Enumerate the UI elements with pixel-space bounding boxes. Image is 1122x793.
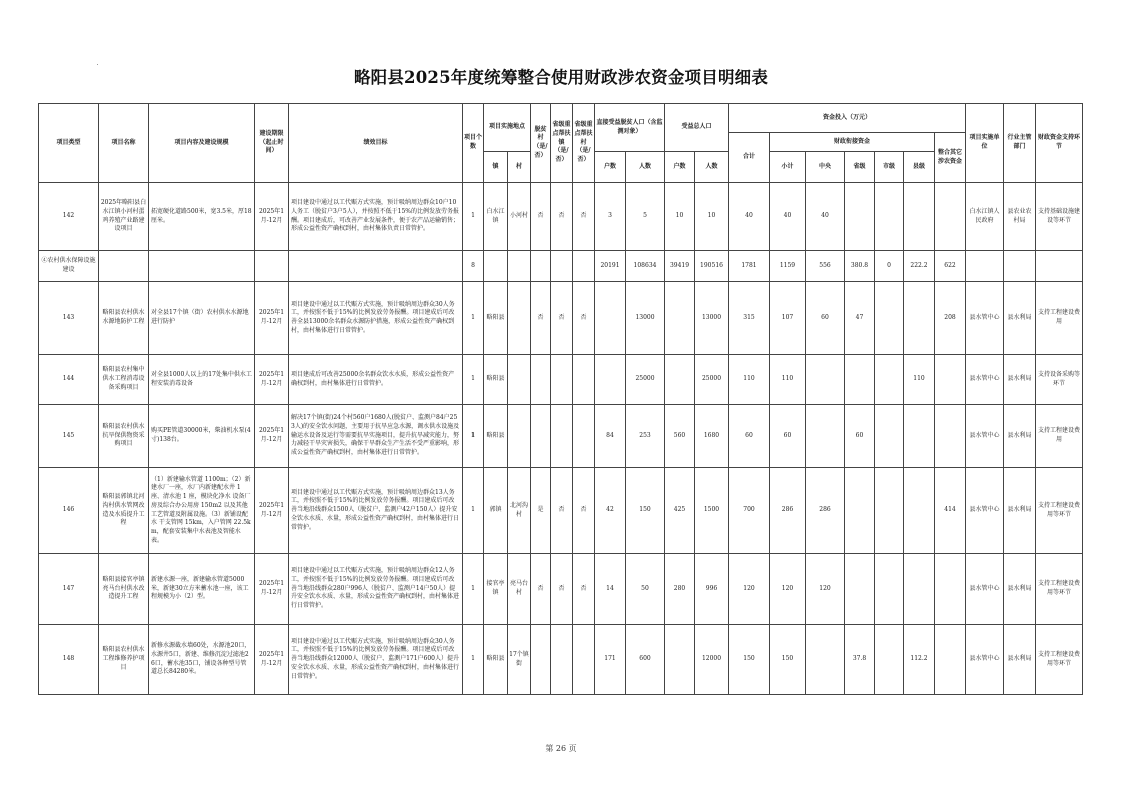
cell-poor-village: 否 (531, 554, 551, 625)
cell-goal: 项目建设中通过以工代赈方式实施，预计吸纳周边群众30人务工，并按照不低于15%的比例发放劳务报酬。项目建成后可改善全县13000余名群众水源防护措施，形成公益性资产确权到村，由村集体进行日常管护。 (289, 282, 463, 355)
table-row (39, 554, 1083, 625)
cell-goal: 项目建设中通过以工代赈方式实施，预计吸纳周边群众30人务工，并按照不低于15%的比例发放劳务报酬。项目建成后可改善当地沿线群众12000人（脱贫户、监测户171户600人）提升安全饮水水质、水量，形成公益性资产确权到村，由村集体进行日常管护。 (289, 625, 463, 695)
cell-provincial: 60 (845, 405, 875, 468)
header-poor-village: 脱贫村（是/否） (531, 104, 551, 183)
header-provincial: 省级 (845, 152, 875, 183)
cell-key-village (573, 251, 595, 282)
cell-city (875, 405, 904, 468)
cell-count: 1 (463, 405, 484, 468)
cell-other (935, 355, 966, 405)
header-unit: 项目实施单位 (966, 104, 1004, 183)
cell-direct-households (595, 282, 626, 355)
cell-direct-persons: 5 (626, 183, 665, 251)
cell-period: 2025年1月-12月 (255, 355, 289, 405)
cell-goal: 项目建成后可改善25000余名群众饮水水质，形成公益性资产确权到村，由村集体进行日常管护。 (289, 355, 463, 405)
cell-link: 支持基础设施建设等环节 (1036, 183, 1083, 251)
header-direct-persons: 人数 (626, 152, 665, 183)
cell-key-town (551, 405, 573, 468)
cell-subtotal: 40 (770, 183, 806, 251)
cell-total-households: 10 (665, 183, 695, 251)
header-key-town: 省级重点帮扶镇（是/否） (551, 104, 573, 183)
header-village: 村 (508, 152, 531, 183)
cell-total-households (665, 355, 695, 405)
header-county: 县级 (904, 152, 935, 183)
cell-subtotal: 107 (770, 282, 806, 355)
cell-village: 亮马台村 (508, 554, 531, 625)
header-total-persons: 人数 (695, 152, 729, 183)
cell-dept: 县水利局 (1004, 468, 1036, 554)
table-row (39, 355, 1083, 405)
cell-total-households: 280 (665, 554, 695, 625)
cell-direct-persons: 13000 (626, 282, 665, 355)
cell-poor-village (531, 355, 551, 405)
cell-county: 110 (904, 355, 935, 405)
cell-city (875, 183, 904, 251)
cell-content: 新建水源一座，新建输水管道5000米，新建30立方米蓄水池一座，该工程规模为小（2）型。 (149, 554, 255, 625)
cell-provincial (845, 183, 875, 251)
header-goal: 绩效目标 (289, 104, 463, 183)
cell-link: 支持设备采购等环节 (1036, 355, 1083, 405)
cell-count: 1 (463, 468, 484, 554)
cell-direct-persons: 50 (626, 554, 665, 625)
cell-type: ④农村供水保障设施建设 (39, 251, 99, 282)
cell-period: 2025年1月-12月 (255, 554, 289, 625)
cell-type: 144 (39, 355, 99, 405)
cell-content: 新修水源截水墙60处，水源池20口，水源井5口，新建、维修沉淀过滤池26口，蓄水池35口，铺设各种型号管道总长84280米。 (149, 625, 255, 695)
cell-count: 1 (463, 183, 484, 251)
cell-dept: 县水利局 (1004, 625, 1036, 695)
cell-village (508, 251, 531, 282)
cell-central: 60 (806, 282, 845, 355)
cell-village: 小河村 (508, 183, 531, 251)
cell-name: 略阳县郭镇北河沟村供水管网改造及水质提升工程 (99, 468, 149, 554)
cell-link (1036, 251, 1083, 282)
cell-name: 略阳县农村集中供水工程消毒设备采购项目 (99, 355, 149, 405)
cell-key-village: 否 (573, 282, 595, 355)
header-period: 建设期限（起止时间） (255, 104, 289, 183)
cell-type: 147 (39, 554, 99, 625)
header-total: 合计 (729, 133, 770, 183)
cell-key-village (573, 625, 595, 695)
cell-city (875, 625, 904, 695)
cell-key-town: 否 (551, 282, 573, 355)
cell-dept: 县水利局 (1004, 405, 1036, 468)
header-town: 镇 (484, 152, 508, 183)
cell-subtotal: 60 (770, 405, 806, 468)
cell-subtotal: 1159 (770, 251, 806, 282)
cell-town: 略阳县 (484, 282, 508, 355)
cell-central: 286 (806, 468, 845, 554)
cell-city (875, 282, 904, 355)
cell-unit: 白水江镇人民政府 (966, 183, 1004, 251)
cell-subtotal: 110 (770, 355, 806, 405)
cell-total-persons: 10 (695, 183, 729, 251)
cell-total-persons: 25000 (695, 355, 729, 405)
cell-provincial (845, 355, 875, 405)
cell-poor-village (531, 625, 551, 695)
cell-total-households: 560 (665, 405, 695, 468)
cell-period (255, 251, 289, 282)
cell-dept: 县水利局 (1004, 282, 1036, 355)
cell-goal: 项目建设中通过以工代赈方式实施，预计吸纳周边群众10户10人务工（脱贫户3户5人），并按照不低于15%的比例发放劳务报酬。项目建成后，可改善产业发展条件，便于农产品运输销售；形成公益性资产确权到村，由村集体负责日常管护。 (289, 183, 463, 251)
table-row (39, 282, 1083, 355)
cell-direct-households: 3 (595, 183, 626, 251)
cell-total-households (665, 625, 695, 695)
cell-town: 略阳县 (484, 625, 508, 695)
cell-total-households: 425 (665, 468, 695, 554)
cell-village: 17个镇街 (508, 625, 531, 695)
cell-village: 北河沟村 (508, 468, 531, 554)
cell-total: 700 (729, 468, 770, 554)
header-key-village: 省级重点帮扶村（是/否） (573, 104, 595, 183)
cell-other (935, 625, 966, 695)
cell-provincial: 37.8 (845, 625, 875, 695)
cell-other (935, 183, 966, 251)
cell-count: 1 (463, 554, 484, 625)
cell-city: 0 (875, 251, 904, 282)
header-total-pop: 受益总人口 (665, 104, 729, 152)
header-count: 项目个数 (463, 104, 484, 183)
cell-count: 1 (463, 355, 484, 405)
cell-central (806, 405, 845, 468)
cell-key-village: 否 (573, 183, 595, 251)
cell-period: 2025年1月-12月 (255, 405, 289, 468)
cell-direct-persons: 108634 (626, 251, 665, 282)
document-title: 略阳县2025年度统筹整合使用财政涉农资金项目明细表 (353, 68, 769, 87)
page-number: 第 26 页 (545, 744, 577, 753)
cell-content: 对全县17个镇（街）农村供水水源地进行防护 (149, 282, 255, 355)
cell-total: 120 (729, 554, 770, 625)
cell-dept (1004, 251, 1036, 282)
cell-dept: 县农业农村局 (1004, 183, 1036, 251)
cell-other: 622 (935, 251, 966, 282)
cell-direct-persons: 25000 (626, 355, 665, 405)
cell-town: 接官亭镇 (484, 554, 508, 625)
cell-county (904, 405, 935, 468)
cell-link: 支持工程建设费用等环节 (1036, 468, 1083, 554)
cell-direct-households: 171 (595, 625, 626, 695)
cell-total-persons: 1500 (695, 468, 729, 554)
cell-period: 2025年1月-12月 (255, 625, 289, 695)
cell-total-households (665, 282, 695, 355)
header-type: 项目类型 (39, 104, 99, 183)
cell-key-town: 否 (551, 468, 573, 554)
cell-direct-persons: 150 (626, 468, 665, 554)
cell-direct-households: 14 (595, 554, 626, 625)
header-total-households: 户数 (665, 152, 695, 183)
cell-goal: 项目建设中通过以工代赈方式实施，预计吸纳周边群众12人务工，并按照不低于15%的比例发放劳务报酬。项目建成后可改善当地沿线群众280户996人（脱贫户、监测户14户50人）提升安全饮水水质、水量，形成公益性资产确权到村，由村集体进行日常管护。 (289, 554, 463, 625)
table-row (39, 405, 1083, 468)
cell-direct-households: 84 (595, 405, 626, 468)
cell-type: 146 (39, 468, 99, 554)
cell-unit: 县水管中心 (966, 554, 1004, 625)
cell-key-town: 否 (551, 183, 573, 251)
cell-content: 拓宽硬化道路500米，宽3.5米，厚18厘米。 (149, 183, 255, 251)
cell-name: 略阳县农村供水抗旱保供物资采购项目 (99, 405, 149, 468)
cell-total-persons: 12000 (695, 625, 729, 695)
cell-city (875, 468, 904, 554)
cell-total: 110 (729, 355, 770, 405)
cell-poor-village: 否 (531, 183, 551, 251)
cell-village (508, 355, 531, 405)
cell-poor-village: 是 (531, 468, 551, 554)
cell-county (904, 282, 935, 355)
cell-total-persons: 13000 (695, 282, 729, 355)
cell-key-town (551, 625, 573, 695)
cell-central (806, 355, 845, 405)
cell-provincial: 47 (845, 282, 875, 355)
cell-name: 略阳县接官亭镇亮马台村供水改造提升工程 (99, 554, 149, 625)
cell-subtotal: 286 (770, 468, 806, 554)
header-other: 整合其它涉农资金 (935, 133, 966, 183)
cell-type: 143 (39, 282, 99, 355)
cell-period: 2025年1月-12月 (255, 183, 289, 251)
cell-town: 略阳县 (484, 405, 508, 468)
cell-town: 郭镇 (484, 468, 508, 554)
cell-goal (289, 251, 463, 282)
header-fiscal: 财政衔接资金 (770, 133, 935, 152)
cell-provincial (845, 468, 875, 554)
cell-county: 112.2 (904, 625, 935, 695)
cell-city (875, 554, 904, 625)
cell-unit: 县水管中心 (966, 282, 1004, 355)
cell-key-town (551, 355, 573, 405)
cell-content: （1）新建输水管道 1100m；（2）新建水厂一座，水厂内新建配水井 1 座、清水池 1 座，模块化净水 设备厂房及综合办公用房 150m2 以及其他工艺管道及附属设施。（3）新铺设配水 干支管网 15km，入户管网 22.5km，配套安装集中水表池及智能水表。 (149, 468, 255, 554)
cell-other (935, 405, 966, 468)
cell-direct-households: 20191 (595, 251, 626, 282)
cell-total-persons: 190516 (695, 251, 729, 282)
cell-name: 略阳县农村供水工程维修养护项目 (99, 625, 149, 695)
cell-content (149, 251, 255, 282)
cell-key-village: 否 (573, 468, 595, 554)
cell-link: 支持工程建设费用 (1036, 405, 1083, 468)
cell-other (935, 554, 966, 625)
cell-direct-persons: 600 (626, 625, 665, 695)
cell-direct-households: 42 (595, 468, 626, 554)
cell-unit: 县水管中心 (966, 468, 1004, 554)
cell-name (99, 251, 149, 282)
cell-content: 购买PE管道30000米，柴油机水泵(4寸)138台。 (149, 405, 255, 468)
cell-link: 支持工程建设费用等环节 (1036, 554, 1083, 625)
cell-total: 150 (729, 625, 770, 695)
header-subtotal: 小计 (770, 152, 806, 183)
cell-county (904, 468, 935, 554)
cell-subtotal: 120 (770, 554, 806, 625)
project-detail-table (38, 103, 1083, 695)
cell-village (508, 405, 531, 468)
cell-name: 2025年略阳县白水江镇小河村蛋鸡养殖产业路建设项目 (99, 183, 149, 251)
table-row (39, 183, 1083, 251)
table-row (39, 625, 1083, 695)
cell-city (875, 355, 904, 405)
cell-count: 1 (463, 282, 484, 355)
cell-dept: 县水利局 (1004, 554, 1036, 625)
cell-period: 2025年1月-12月 (255, 468, 289, 554)
header-funds: 资金投入（万元） (729, 104, 966, 133)
cell-count: 8 (463, 251, 484, 282)
cell-county (904, 183, 935, 251)
cell-total-households: 39419 (665, 251, 695, 282)
cell-link: 支持工程建设费用 (1036, 282, 1083, 355)
header-direct-pop: 直接受益脱贫人口（含监测对象） (595, 104, 665, 152)
cell-unit: 县水管中心 (966, 625, 1004, 695)
cell-provincial: 380.8 (845, 251, 875, 282)
cell-content: 对全县1000人以上的17处集中供水工程安装消毒设备 (149, 355, 255, 405)
header-dept: 行业主管部门 (1004, 104, 1036, 183)
cell-total: 60 (729, 405, 770, 468)
cell-direct-persons: 253 (626, 405, 665, 468)
cell-dept: 县水利局 (1004, 355, 1036, 405)
cell-key-town: 否 (551, 554, 573, 625)
cell-other: 414 (935, 468, 966, 554)
cell-total-persons: 1680 (695, 405, 729, 468)
category-row (39, 251, 1083, 282)
cell-goal: 项目建设中通过以工代赈方式实施，预计吸纳周边群众13人务工，并按照不低于15%的比例发放劳务报酬。项目建成后可改善当地沿线群众1500人（脱贫户、监测户42户150人）提升安全饮水水质、水量，形成公益性资产确权到村，由村集体进行日常管护。 (289, 468, 463, 554)
cell-county (904, 554, 935, 625)
cell-count: 1 (463, 625, 484, 695)
cell-central: 40 (806, 183, 845, 251)
cell-unit: 县水管中心 (966, 405, 1004, 468)
cell-town: 略阳县 (484, 355, 508, 405)
cell-central: 120 (806, 554, 845, 625)
cell-type: 145 (39, 405, 99, 468)
table-row (39, 468, 1083, 554)
cell-other: 208 (935, 282, 966, 355)
cell-total: 40 (729, 183, 770, 251)
header-content: 项目内容及建设规模 (149, 104, 255, 183)
header-link: 财政资金支持环节 (1036, 104, 1083, 183)
cell-county: 222.2 (904, 251, 935, 282)
cell-total: 315 (729, 282, 770, 355)
cell-link: 支持工程建设费用等环节 (1036, 625, 1083, 695)
header-central: 中央 (806, 152, 845, 183)
cell-key-village (573, 355, 595, 405)
cell-key-village (573, 405, 595, 468)
header-direct-households: 户数 (595, 152, 626, 183)
header-city: 市级 (875, 152, 904, 183)
cell-town: 白水江镇 (484, 183, 508, 251)
header-location: 项目实施地点 (484, 104, 531, 152)
cell-period: 2025年1月-12月 (255, 282, 289, 355)
cell-name: 略阳县农村供水水源地防护工程 (99, 282, 149, 355)
cell-type: 142 (39, 183, 99, 251)
cell-central (806, 625, 845, 695)
cell-type: 148 (39, 625, 99, 695)
cell-central: 556 (806, 251, 845, 282)
cell-key-town (551, 251, 573, 282)
cell-total-persons: 996 (695, 554, 729, 625)
cell-key-village: 否 (573, 554, 595, 625)
cell-goal: 解决17个镇(街)24个村560户1680人(脱贫户、监测户84户253人)的安全饮水问题，主要用于抗旱应急水源，调水供水设施及输运水设备及运行等需要抗旱实施项目，提升抗旱减灾能力，努力减轻干旱灾害损失，确保干旱群众生产生活不受严重影响，形成公益性资产确权到村，由村集体进行日常管护。 (289, 405, 463, 468)
cell-poor-village (531, 251, 551, 282)
header-name: 项目名称 (99, 104, 149, 183)
cell-poor-village: 否 (531, 282, 551, 355)
cell-subtotal: 150 (770, 625, 806, 695)
cell-total: 1781 (729, 251, 770, 282)
cell-village (508, 282, 531, 355)
cell-unit: 县水管中心 (966, 355, 1004, 405)
cell-direct-households (595, 355, 626, 405)
cell-provincial (845, 554, 875, 625)
cell-unit (966, 251, 1004, 282)
cell-town (484, 251, 508, 282)
cell-poor-village (531, 405, 551, 468)
